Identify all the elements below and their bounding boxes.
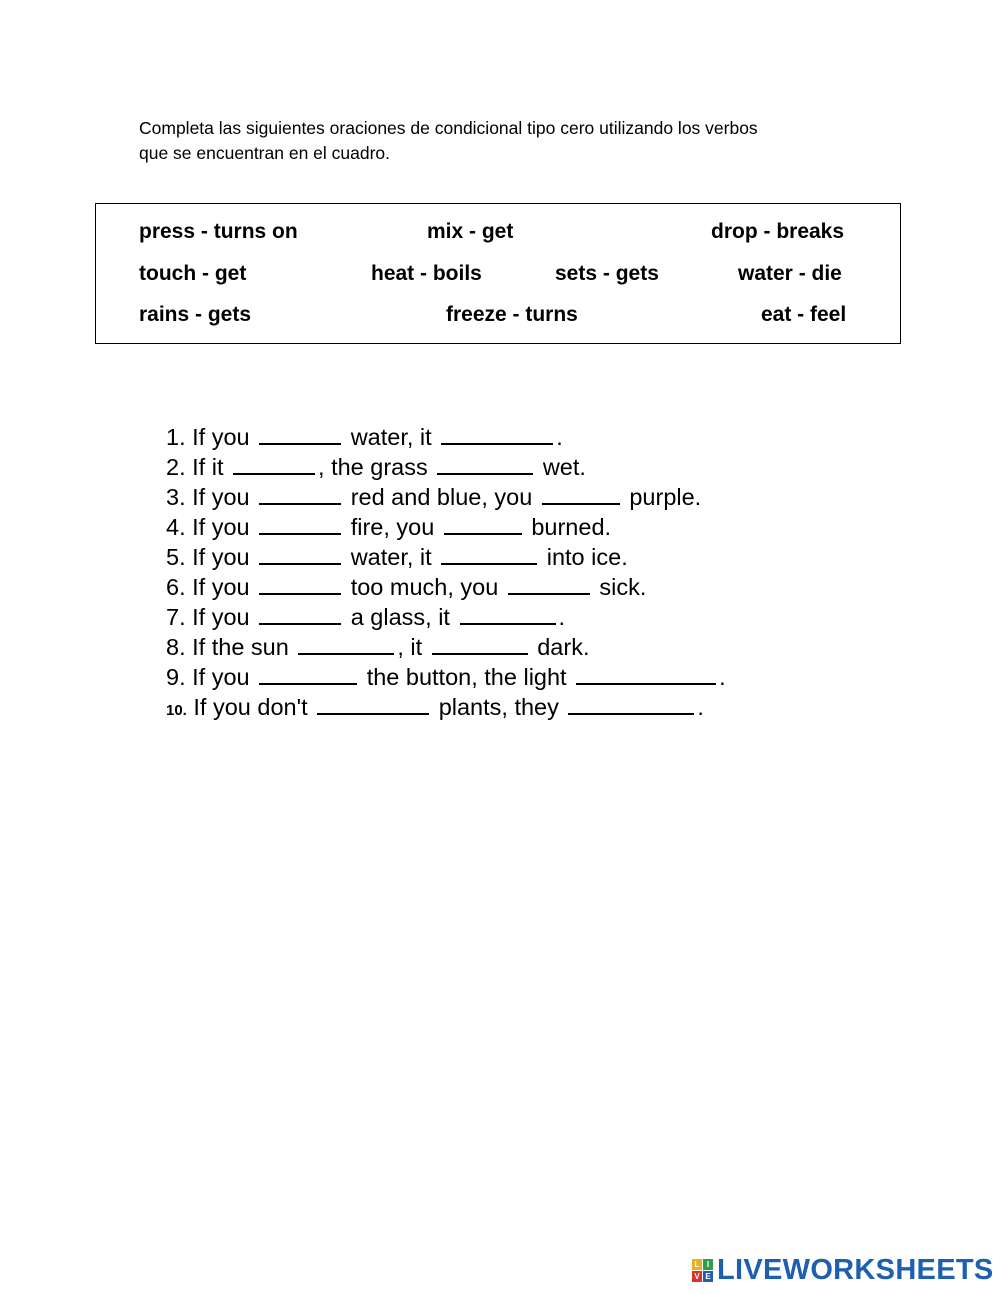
answer-blank[interactable] (508, 573, 590, 595)
answer-blank[interactable] (542, 483, 620, 505)
sentence-number: 8. (166, 634, 186, 660)
sentence-5 (166, 542, 726, 572)
sentence-text: , it (397, 634, 423, 660)
sentence-number: 1. (166, 424, 186, 450)
sentence-text: If you (192, 484, 250, 510)
sentence-2 (166, 452, 726, 482)
sentence-number: 9. (166, 664, 186, 690)
word-option: touch - get (139, 262, 247, 285)
answer-blank[interactable] (259, 663, 357, 685)
sentence-text: If you (192, 544, 250, 570)
word-option: sets - gets (555, 262, 659, 285)
sentence-text: wet. (542, 454, 586, 480)
sentence-text: fire, you (350, 514, 435, 540)
answer-blank[interactable] (259, 483, 341, 505)
sentence-3 (166, 482, 726, 512)
sentence-text: a glass, it (350, 604, 450, 630)
sentence-number: 2. (166, 454, 186, 480)
sentence-text: plants, they (438, 694, 559, 720)
word-option: mix - get (427, 220, 514, 243)
sentence-number: 6. (166, 574, 186, 600)
word-option: press - turns on (139, 220, 298, 243)
sentence-text: the button, the light (366, 664, 567, 690)
sentence-4 (166, 512, 726, 542)
answer-blank[interactable] (259, 543, 341, 565)
sentence-text: If you don't (193, 694, 308, 720)
answer-blank[interactable] (259, 573, 341, 595)
sentence-text: If you (192, 604, 250, 630)
word-option: rains - gets (139, 303, 252, 326)
sentence-text: water, it (350, 424, 432, 450)
sentence-text: dark. (537, 634, 590, 660)
sentence-7 (166, 602, 726, 632)
sentence-text: , the grass (318, 454, 428, 480)
answer-blank[interactable] (441, 423, 553, 445)
sentence-1 (166, 422, 726, 452)
sentence-list (166, 422, 726, 726)
sentence-text: red and blue, you (350, 484, 533, 510)
sentence-text: . (719, 664, 726, 690)
sentence-text: If you (192, 574, 250, 600)
sentence-text: If the sun (192, 634, 289, 660)
instructions (139, 116, 859, 166)
answer-blank[interactable] (441, 543, 537, 565)
verb-word-box (95, 203, 901, 344)
word-option: drop - breaks (711, 220, 845, 243)
answer-blank[interactable] (259, 423, 341, 445)
logo-mark-icon (692, 1259, 713, 1282)
word-option: heat - boils (371, 262, 482, 285)
answer-blank[interactable] (317, 693, 429, 715)
word-option: eat - feel (761, 303, 847, 326)
answer-blank[interactable] (259, 603, 341, 625)
sentence-number: 3. (166, 484, 186, 510)
answer-blank[interactable] (576, 663, 716, 685)
sentence-number: 10. (166, 702, 187, 719)
sentence-text: burned. (531, 514, 612, 540)
sentence-text: . (556, 424, 563, 450)
answer-blank[interactable] (568, 693, 694, 715)
logo-mark-letter: L (692, 1259, 702, 1270)
sentence-text: into ice. (546, 544, 628, 570)
sentence-10 (166, 692, 726, 726)
sentence-text: purple. (629, 484, 702, 510)
answer-blank[interactable] (259, 513, 341, 535)
answer-blank[interactable] (444, 513, 522, 535)
sentence-text: . (697, 694, 704, 720)
sentence-6 (166, 572, 726, 602)
sentence-number: 4. (166, 514, 186, 540)
logo-mark-letter: I (703, 1259, 713, 1270)
logo-mark-letter: E (703, 1271, 713, 1282)
sentence-text: If you (192, 514, 250, 540)
sentence-8 (166, 632, 726, 662)
logo-mark-letter: V (692, 1271, 702, 1282)
answer-blank[interactable] (437, 453, 533, 475)
sentence-text: If you (192, 664, 250, 690)
sentence-9 (166, 662, 726, 692)
sentence-text: too much, you (350, 574, 499, 600)
sentence-text: If it (192, 454, 224, 480)
liveworksheets-logo (692, 1255, 994, 1285)
sentence-text: If you (192, 424, 250, 450)
answer-blank[interactable] (432, 633, 528, 655)
logo-text: LIVEWORKSHEETS (717, 1253, 994, 1286)
answer-blank[interactable] (460, 603, 556, 625)
sentence-number: 5. (166, 544, 186, 570)
sentence-text: water, it (350, 544, 432, 570)
sentence-text: . (558, 604, 566, 630)
sentence-text: sick. (599, 574, 647, 600)
instructions-line-1: Completa las siguientes oraciones de condicional tipo cero utilizando los verbos (139, 118, 758, 138)
instructions-line-2: que se encuentran en el cuadro. (139, 143, 391, 163)
sentence-number: 7. (166, 604, 186, 630)
answer-blank[interactable] (298, 633, 394, 655)
answer-blank[interactable] (233, 453, 315, 475)
word-option: water - die (738, 262, 842, 285)
word-option: freeze - turns (446, 303, 578, 326)
